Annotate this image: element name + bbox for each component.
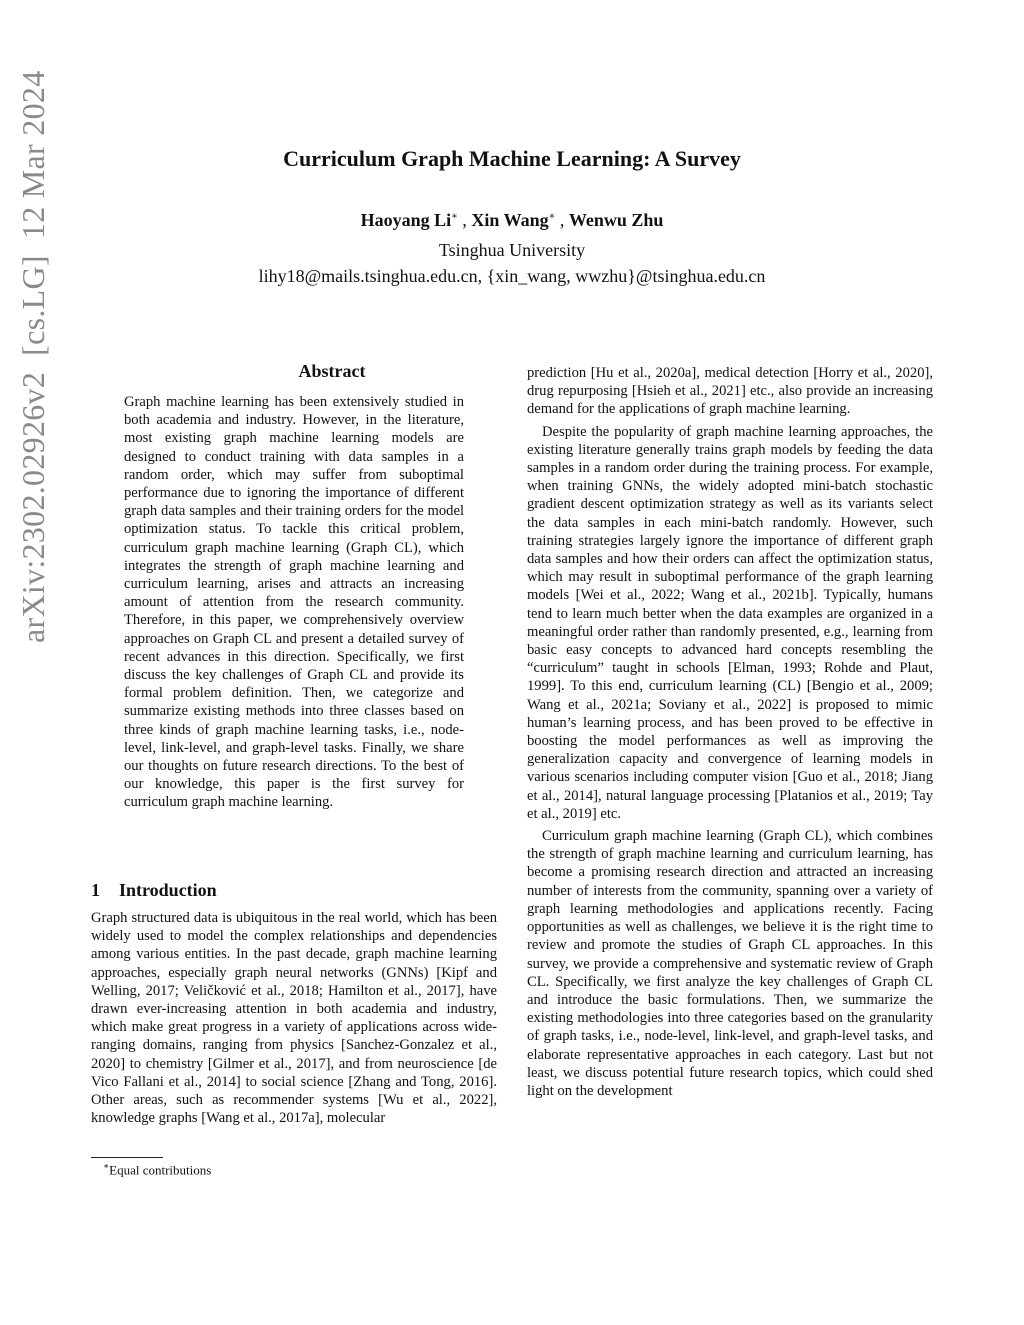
intro-paragraph-3: Curriculum graph machine learning (Graph CL), which combines the strength of graph machine learning and curriculum learning, has become a promising research direction and attracted an increasing number of interests from the community, spanning over a variety of graph learning methodologies and applications recently. Facing opportunities as well as challenges, we believe it is the right time to review and promote the studies of Graph CL approaches. In this survey, we provide a comprehensive and systematic review of Graph CL. Specifically, we first analyze the key challenges of Graph CL and introduce the basic formulations. Then, we summarize the existing methodologies into three categories based on the granularity of graph tasks, i.e., node-level, link-level, and graph-level tasks, and elaborate representative approaches in each category. Last but not least, we discuss potential future research topics, which could shed light on the development xyxy=(527,828,933,1099)
author-separator: , xyxy=(457,210,472,230)
author-separator: , xyxy=(555,210,569,230)
intro-paragraph-1: Graph structured data is ubiquitous in the real world, which has been widely used to model the complex relationships and dependencies among various entities. In the past decade, graph machine learning approaches, especially graph neural networks (GNNs) [Kipf and Welling, 2017; Veličković et al., 2018; Hamilton et al., 2017], have drawn ever-increasing attention in both academia and industry, which make great progress in a variety of applications across wide-ranging domains, ranging from physics [Sanchez-Gonzalez et al., 2020] to chemistry [Gilmer et al., 2017], and from neuroscience [de Vico Fallani et al., 2014] to social science [Zhang and Tong, 2016]. Other areas, such as recommender systems [Wu et al., 2022], knowledge graphs [Wang et al., 2017a], molecular xyxy=(91,910,497,1127)
arxiv-id: arXiv:2302.02926v2 xyxy=(15,371,51,643)
author-mark: ∗ xyxy=(548,211,556,222)
author-name: Wenwu Zhu xyxy=(568,210,664,230)
footnote-divider xyxy=(91,1157,163,1158)
arxiv-date: 12 Mar 2024 xyxy=(15,70,51,240)
affiliation: Tsinghua University xyxy=(438,240,586,260)
author-list xyxy=(0,210,1024,231)
author-emails: lihy18@mails.tsinghua.edu.cn, {xin_wang, wwzhu}@tsinghua.edu.cn xyxy=(258,266,766,286)
footnote-text: Equal contributions xyxy=(109,1162,212,1178)
abstract-text: Graph machine learning has been extensively studied in both academia and industry. However, in the literature, most existing graph machine learning models are designed to conduct training with data samples in a random order, which may suffer from suboptimal performance due to ignoring the importance of different graph data samples and their training orders for the model optimization status. To tackle this critical problem, curriculum graph machine learning (Graph CL), which integrates the strength of graph machine learning and curriculum learning, arises and attracts an increasing amount of attention from the research community. Therefore, in this paper, we comprehensively overview approaches on Graph CL and present a detailed survey of recent advances in this direction. Specifically, we first discuss the key challenges of Graph CL and provide its formal problem definition. Then, we categorize and summarize existing methods into three classes based on three kinds of graph machine learning tasks, i.e., node-level, link-level, and graph-level tasks. Finally, we share our thoughts on future research directions. To the best of our knowledge, this paper is the first survey for curriculum graph machine learning. xyxy=(124,394,464,811)
right-column xyxy=(527,364,933,1100)
intro-paragraph-2: Despite the popularity of graph machine learning approaches, the existing literature generally trains graph models by feeding the data samples in a random order during the training process. For example, when training GNNs, the widely adopted mini-batch stochastic gradient descent optimization strategy as well as its variants select the data samples in each mini-batch randomly. However, such training strategies largely ignore the importance of different graph data samples and how their orders can affect the optimization status, which may result in suboptimal performance of the graph learning models [Wei et al., 2022; Wang et al., 2021b]. Typically, humans tend to learn much better when the data examples are organized in a meaningful order rather than randomly presented, e.g., learning from basic easy concepts to advanced hard concepts resembling the “curriculum” taught in schools [Elman, 1993; Rohde and Plaut, 1999]. To this end, curriculum learning (CL) [Bengio et al., 2009; Wang et al., 2021a; Soviany et al., 2022] is proposed to mimic human’s learning process, and has been proved to be effective in boosting the model performances as well as improving the generalization capacity and convergence of learning models in various scenarios including computer vision [Guo et al., 2018; Jiang et al., 2014], natural language processing [Platanios et al., 2019; Tay et al., 2019] etc. xyxy=(527,423,933,822)
author-name: Xin Wang xyxy=(471,210,549,230)
footnote xyxy=(103,1161,211,1178)
arxiv-identifier xyxy=(5,43,61,643)
arxiv-category: [cs.LG] xyxy=(15,255,51,356)
author-name: Haoyang Li xyxy=(360,210,452,230)
section-number: 1 xyxy=(91,880,100,900)
intro-paragraph-1-continued: prediction [Hu et al., 2020a], medical detection [Horry et al., 2020], drug repurposing [Hsieh et al., 2021] etc., also provide an increasing demand for the applications of graph machine learning. xyxy=(527,365,933,418)
abstract-heading: Abstract xyxy=(298,361,366,381)
section-title: Introduction xyxy=(119,880,217,900)
paper-title: Curriculum Graph Machine Learning: A Survey xyxy=(283,146,741,171)
footnote-mark: ∗ xyxy=(103,1161,110,1171)
author-mark: ∗ xyxy=(451,211,458,222)
section-heading xyxy=(91,880,217,901)
